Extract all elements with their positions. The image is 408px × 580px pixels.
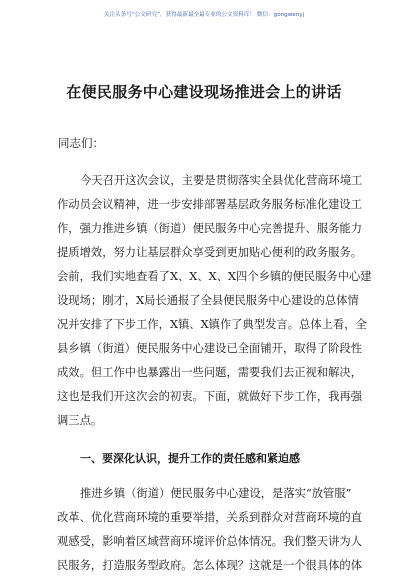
body-line: 况并安排了下步工作，X镇、X镇作了典型发言。总体上看，全 <box>57 318 367 331</box>
body-line: 改革、优化营商环境的重要举措，关系到群众对营商环境的直 <box>57 511 363 524</box>
body-line: 观感受，影响着区域营商环境评价总体情况。我们整天讲为人 <box>57 535 363 548</box>
salutation: 同志们： <box>58 136 104 150</box>
body-line: 设现场；刚才，X局长通报了全县便民服务中心建设的总体情 <box>57 294 359 307</box>
page-title: 在便民服务中心建设现场推进会上的讲话 <box>66 83 342 101</box>
body-line: 县乡镇（街道）便民服务中心建设已全面铺开，取得了阶段性 <box>57 342 363 355</box>
body-line: 今天召开这次会议，主要是贯彻落实全县优化营商环境工 <box>80 174 363 187</box>
body-line: 调三点。 <box>57 414 103 427</box>
header-note: 关注头条号“公文研究”，获得最新最全最专业的公文资料库！ 微信：gongwenyj <box>103 12 305 18</box>
body-line: 这也是我们开这次会的初衷。下面，就做好下步工作，我再强 <box>57 390 363 403</box>
body-line: 提质增效，努力让基层群众享受到更加贴心便利的政务服务。 <box>57 246 363 259</box>
body-line: 作，强力推进乡镇（街道）便民服务中心完善提升、服务能力 <box>57 222 363 235</box>
body-line: 推进乡镇（街道）便民服务中心建设，是落实“放管服” <box>80 487 352 500</box>
body-line: 作动员会议精神，进一步安排部署基层政务服务标准化建设工 <box>57 198 363 211</box>
body-line: 成效。但工作中也暴露出一些问题，需要我们去正视和解决， <box>57 366 363 379</box>
body-line: 民服务，打造服务型政府。怎么体现？这就是一个很具体的体 <box>57 559 363 572</box>
body-line: 会前，我们实地查看了X、X、X、X四个乡镇的便民服务中心建 <box>57 270 372 283</box>
section-heading: 一、要深化认识，提升工作的责任感和紧迫感 <box>80 452 300 465</box>
